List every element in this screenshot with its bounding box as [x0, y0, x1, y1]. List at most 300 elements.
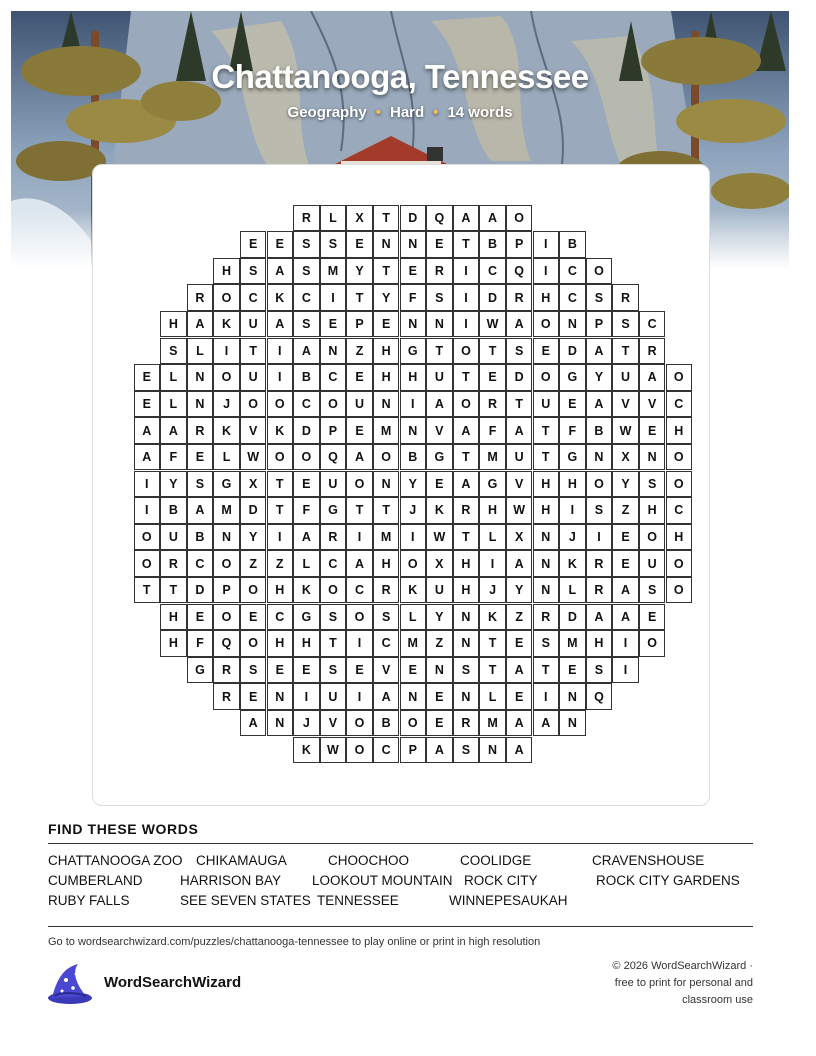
- grid-cell: E: [346, 231, 373, 258]
- word-item: SEE SEVEN STATES: [180, 893, 311, 908]
- grid-cell: R: [426, 258, 453, 285]
- difficulty-label: Hard: [389, 104, 425, 121]
- grid-cell: A: [506, 550, 533, 577]
- grid-cell: R: [320, 524, 347, 551]
- grid-cell: T: [320, 630, 347, 657]
- grid-cell: I: [400, 524, 427, 551]
- grid-cell: I: [346, 524, 373, 551]
- grid-cell: O: [213, 604, 240, 631]
- grid-cell: E: [373, 311, 400, 338]
- grid-cell: T: [346, 284, 373, 311]
- grid-cell: E: [134, 364, 161, 391]
- grid-cell: T: [453, 444, 480, 471]
- grid-cell: F: [160, 444, 187, 471]
- grid-cell: A: [586, 391, 613, 418]
- grid-cell: U: [160, 524, 187, 551]
- grid-cell: H: [666, 417, 693, 444]
- grid-cell: E: [559, 657, 586, 684]
- grid-cell: E: [320, 311, 347, 338]
- grid-cell: S: [453, 737, 480, 764]
- grid-cell: H: [160, 604, 187, 631]
- grid-cell: S: [533, 630, 560, 657]
- grid-cell: A: [346, 550, 373, 577]
- grid-cell: Q: [586, 683, 613, 710]
- grid-cell: R: [293, 205, 320, 232]
- word-list-heading: FIND THESE WORDS: [48, 821, 199, 837]
- grid-cell: O: [240, 630, 267, 657]
- grid-cell: Z: [612, 497, 639, 524]
- grid-cell: C: [639, 311, 666, 338]
- grid-cell: A: [346, 444, 373, 471]
- grid-cell: T: [426, 338, 453, 365]
- grid-cell: C: [346, 577, 373, 604]
- grid-cell: R: [213, 683, 240, 710]
- grid-cell: H: [293, 630, 320, 657]
- grid-cell: I: [533, 683, 560, 710]
- grid-cell: U: [426, 364, 453, 391]
- grid-cell: O: [240, 577, 267, 604]
- puzzle-meta: [11, 104, 789, 121]
- grid-cell: R: [160, 550, 187, 577]
- copyright-line: classroom use: [682, 994, 753, 1006]
- grid-cell: N: [453, 630, 480, 657]
- grid-cell: O: [293, 444, 320, 471]
- grid-cell: E: [612, 550, 639, 577]
- grid-cell: N: [213, 524, 240, 551]
- grid-cell: L: [160, 364, 187, 391]
- grid-cell: A: [586, 604, 613, 631]
- grid-cell: C: [267, 604, 294, 631]
- grid-cell: E: [426, 683, 453, 710]
- grid-cell: N: [267, 710, 294, 737]
- grid-cell: D: [479, 284, 506, 311]
- grid-cell: F: [479, 417, 506, 444]
- grid-cell: Y: [586, 364, 613, 391]
- grid-cell: O: [134, 524, 161, 551]
- grid-cell: C: [559, 284, 586, 311]
- word-item: LOOKOUT MOUNTAIN: [312, 873, 453, 888]
- grid-cell: T: [506, 391, 533, 418]
- grid-cell: S: [320, 604, 347, 631]
- grid-cell: T: [612, 338, 639, 365]
- grid-cell: U: [320, 683, 347, 710]
- grid-cell: Q: [426, 205, 453, 232]
- grid-cell: T: [267, 471, 294, 498]
- grid-cell: O: [666, 577, 693, 604]
- grid-cell: A: [240, 710, 267, 737]
- grid-cell: R: [453, 497, 480, 524]
- grid-cell: S: [160, 338, 187, 365]
- grid-cell: U: [426, 577, 453, 604]
- grid-cell: J: [213, 391, 240, 418]
- grid-cell: O: [373, 444, 400, 471]
- grid-cell: R: [187, 417, 214, 444]
- grid-cell: D: [559, 338, 586, 365]
- grid-cell: P: [400, 737, 427, 764]
- grid-cell: A: [134, 444, 161, 471]
- grid-cell: S: [639, 577, 666, 604]
- grid-cell: A: [479, 205, 506, 232]
- grid-cell: I: [479, 550, 506, 577]
- word-count-label: 14 words: [447, 104, 513, 121]
- grid-cell: O: [506, 205, 533, 232]
- grid-cell: K: [426, 497, 453, 524]
- grid-cell: E: [293, 657, 320, 684]
- grid-cell: N: [586, 444, 613, 471]
- grid-cell: T: [373, 497, 400, 524]
- word-item: CHATTANOOGA ZOO: [48, 853, 183, 868]
- grid-cell: S: [373, 604, 400, 631]
- grid-cell: A: [426, 737, 453, 764]
- grid-cell: S: [240, 258, 267, 285]
- grid-cell: E: [506, 683, 533, 710]
- grid-cell: M: [320, 258, 347, 285]
- grid-cell: I: [612, 657, 639, 684]
- grid-cell: H: [267, 630, 294, 657]
- grid-cell: N: [453, 683, 480, 710]
- grid-cell: Y: [506, 577, 533, 604]
- grid-cell: F: [559, 417, 586, 444]
- grid-cell: N: [559, 710, 586, 737]
- grid-cell: O: [666, 471, 693, 498]
- grid-cell: X: [506, 524, 533, 551]
- grid-cell: T: [373, 258, 400, 285]
- grid-cell: O: [346, 604, 373, 631]
- grid-cell: C: [373, 737, 400, 764]
- grid-cell: T: [533, 444, 560, 471]
- grid-cell: T: [267, 497, 294, 524]
- grid-cell: I: [400, 391, 427, 418]
- grid-cell: G: [320, 497, 347, 524]
- grid-cell: T: [373, 205, 400, 232]
- grid-cell: I: [267, 364, 294, 391]
- grid-cell: H: [373, 550, 400, 577]
- grid-cell: E: [240, 231, 267, 258]
- grid-cell: X: [240, 471, 267, 498]
- grid-cell: T: [453, 364, 480, 391]
- grid-cell: R: [612, 284, 639, 311]
- grid-cell: Y: [373, 284, 400, 311]
- grid-cell: W: [612, 417, 639, 444]
- grid-cell: G: [400, 338, 427, 365]
- grid-cell: B: [293, 364, 320, 391]
- word-item: HARRISON BAY: [180, 873, 282, 888]
- grid-cell: U: [639, 550, 666, 577]
- grid-cell: L: [479, 524, 506, 551]
- grid-cell: K: [293, 577, 320, 604]
- grid-cell: I: [453, 284, 480, 311]
- grid-cell: K: [559, 550, 586, 577]
- grid-cell: P: [506, 231, 533, 258]
- grid-cell: I: [533, 258, 560, 285]
- grid-cell: V: [240, 417, 267, 444]
- grid-cell: L: [213, 444, 240, 471]
- separator-dot: •: [433, 104, 439, 121]
- grid-cell: E: [400, 258, 427, 285]
- grid-cell: E: [400, 657, 427, 684]
- grid-cell: O: [639, 630, 666, 657]
- grid-cell: C: [666, 497, 693, 524]
- grid-cell: I: [293, 683, 320, 710]
- grid-cell: N: [373, 391, 400, 418]
- grid-cell: I: [346, 630, 373, 657]
- grid-cell: H: [639, 497, 666, 524]
- grid-cell: B: [400, 444, 427, 471]
- grid-cell: A: [506, 657, 533, 684]
- grid-cell: O: [533, 311, 560, 338]
- grid-cell: I: [213, 338, 240, 365]
- grid-cell: E: [639, 417, 666, 444]
- grid-cell: S: [506, 338, 533, 365]
- grid-cell: O: [346, 471, 373, 498]
- grid-cell: O: [320, 577, 347, 604]
- grid-cell: H: [373, 338, 400, 365]
- grid-cell: U: [346, 391, 373, 418]
- grid-cell: L: [160, 391, 187, 418]
- grid-cell: P: [213, 577, 240, 604]
- grid-cell: O: [213, 550, 240, 577]
- grid-cell: Y: [160, 471, 187, 498]
- grid-cell: A: [426, 391, 453, 418]
- grid-cell: D: [400, 205, 427, 232]
- grid-cell: C: [293, 391, 320, 418]
- grid-cell: C: [373, 630, 400, 657]
- grid-cell: D: [506, 364, 533, 391]
- category-label: Geography: [287, 104, 367, 121]
- grid-cell: A: [267, 258, 294, 285]
- grid-cell: M: [559, 630, 586, 657]
- grid-cell: W: [320, 737, 347, 764]
- grid-cell: A: [639, 364, 666, 391]
- grid-cell: B: [373, 710, 400, 737]
- grid-cell: H: [373, 364, 400, 391]
- grid-cell: M: [213, 497, 240, 524]
- wizard-hat-icon: [46, 962, 94, 1006]
- grid-cell: T: [160, 577, 187, 604]
- grid-cell: E: [612, 524, 639, 551]
- copyright-notice: [553, 958, 753, 1009]
- grid-cell: P: [346, 311, 373, 338]
- grid-cell: Y: [346, 258, 373, 285]
- grid-cell: S: [240, 657, 267, 684]
- grid-cell: N: [426, 657, 453, 684]
- grid-cell: E: [426, 231, 453, 258]
- divider: [48, 843, 753, 844]
- grid-cell: D: [293, 417, 320, 444]
- grid-cell: C: [479, 258, 506, 285]
- grid-cell: N: [187, 364, 214, 391]
- word-item: CHOOCHOO: [328, 853, 409, 868]
- grid-cell: E: [187, 604, 214, 631]
- grid-cell: T: [346, 497, 373, 524]
- grid-cell: K: [479, 604, 506, 631]
- grid-cell: Q: [213, 630, 240, 657]
- grid-cell: I: [346, 683, 373, 710]
- puzzle-url-text[interactable]: Go to wordsearchwizard.com/puzzles/chattanooga-tennessee to play online or print in high resolution: [48, 936, 541, 948]
- grid-cell: S: [293, 231, 320, 258]
- copyright-line: © 2026 WordSearchWizard ·: [612, 960, 753, 972]
- grid-cell: B: [586, 417, 613, 444]
- grid-cell: L: [187, 338, 214, 365]
- grid-cell: N: [533, 577, 560, 604]
- grid-cell: H: [160, 311, 187, 338]
- word-item: WINNEPESAUKAH: [449, 893, 568, 908]
- grid-cell: S: [426, 284, 453, 311]
- grid-cell: S: [293, 311, 320, 338]
- grid-cell: S: [320, 231, 347, 258]
- grid-cell: N: [373, 231, 400, 258]
- grid-cell: X: [346, 205, 373, 232]
- word-item: RUBY FALLS: [48, 893, 130, 908]
- grid-cell: O: [346, 737, 373, 764]
- grid-cell: N: [639, 444, 666, 471]
- grid-cell: Z: [240, 550, 267, 577]
- grid-cell: V: [612, 391, 639, 418]
- grid-cell: A: [533, 710, 560, 737]
- grid-cell: N: [400, 417, 427, 444]
- grid-cell: U: [533, 391, 560, 418]
- grid-cell: O: [213, 364, 240, 391]
- grid-cell: K: [293, 737, 320, 764]
- grid-cell: O: [453, 338, 480, 365]
- grid-cell: K: [213, 311, 240, 338]
- grid-cell: R: [479, 391, 506, 418]
- grid-cell: H: [267, 577, 294, 604]
- grid-cell: R: [586, 550, 613, 577]
- grid-cell: O: [586, 471, 613, 498]
- grid-cell: E: [479, 364, 506, 391]
- grid-cell: I: [533, 231, 560, 258]
- brand-name: WordSearchWizard: [104, 974, 242, 991]
- grid-cell: O: [346, 710, 373, 737]
- grid-cell: U: [240, 364, 267, 391]
- grid-cell: W: [479, 311, 506, 338]
- grid-cell: C: [320, 364, 347, 391]
- grid-cell: S: [612, 311, 639, 338]
- grid-cell: Y: [400, 471, 427, 498]
- grid-cell: T: [479, 630, 506, 657]
- grid-cell: S: [320, 657, 347, 684]
- grid-cell: O: [666, 364, 693, 391]
- grid-cell: R: [506, 284, 533, 311]
- grid-cell: C: [240, 284, 267, 311]
- grid-cell: K: [267, 417, 294, 444]
- copyright-line: free to print for personal and: [614, 977, 753, 989]
- grid-cell: I: [559, 497, 586, 524]
- grid-cell: U: [240, 311, 267, 338]
- grid-cell: H: [400, 364, 427, 391]
- grid-cell: T: [240, 338, 267, 365]
- grid-cell: I: [267, 338, 294, 365]
- grid-cell: G: [559, 364, 586, 391]
- grid-cell: A: [160, 417, 187, 444]
- grid-cell: E: [426, 710, 453, 737]
- grid-cell: S: [586, 657, 613, 684]
- grid-cell: R: [373, 577, 400, 604]
- grid-cell: R: [453, 710, 480, 737]
- grid-cell: O: [453, 391, 480, 418]
- grid-cell: O: [267, 444, 294, 471]
- grid-cell: N: [267, 683, 294, 710]
- grid-cell: Z: [346, 338, 373, 365]
- grid-cell: B: [479, 231, 506, 258]
- grid-cell: E: [346, 364, 373, 391]
- grid-cell: S: [187, 471, 214, 498]
- grid-cell: N: [400, 311, 427, 338]
- grid-cell: N: [400, 683, 427, 710]
- grid-cell: V: [506, 471, 533, 498]
- word-item: CRAVENSHOUSE: [592, 853, 705, 868]
- grid-cell: N: [320, 338, 347, 365]
- grid-cell: I: [267, 524, 294, 551]
- word-item: CHIKAMAUGA: [196, 853, 287, 868]
- grid-cell: C: [293, 284, 320, 311]
- grid-cell: A: [134, 417, 161, 444]
- grid-cell: N: [453, 604, 480, 631]
- grid-cell: O: [320, 391, 347, 418]
- grid-cell: G: [213, 471, 240, 498]
- grid-cell: L: [293, 550, 320, 577]
- grid-cell: G: [293, 604, 320, 631]
- grid-cell: O: [400, 550, 427, 577]
- grid-cell: I: [320, 284, 347, 311]
- grid-cell: H: [533, 497, 560, 524]
- grid-cell: O: [134, 550, 161, 577]
- grid-cell: T: [134, 577, 161, 604]
- grid-cell: I: [134, 471, 161, 498]
- grid-cell: H: [453, 550, 480, 577]
- grid-cell: A: [506, 710, 533, 737]
- grid-cell: P: [586, 311, 613, 338]
- puzzle-card: [92, 164, 710, 806]
- grid-cell: G: [426, 444, 453, 471]
- grid-cell: L: [400, 604, 427, 631]
- grid-cell: C: [320, 550, 347, 577]
- grid-cell: O: [267, 391, 294, 418]
- grid-cell: K: [400, 577, 427, 604]
- grid-cell: A: [453, 471, 480, 498]
- grid-cell: N: [533, 524, 560, 551]
- grid-cell: E: [293, 471, 320, 498]
- grid-cell: F: [187, 630, 214, 657]
- grid-cell: E: [639, 604, 666, 631]
- grid-cell: P: [320, 417, 347, 444]
- grid-cell: H: [559, 471, 586, 498]
- grid-cell: A: [506, 737, 533, 764]
- grid-cell: E: [240, 683, 267, 710]
- grid-cell: A: [187, 497, 214, 524]
- grid-cell: O: [586, 258, 613, 285]
- grid-cell: F: [400, 284, 427, 311]
- grid-cell: L: [559, 577, 586, 604]
- grid-cell: V: [426, 417, 453, 444]
- grid-cell: N: [373, 471, 400, 498]
- grid-cell: J: [479, 577, 506, 604]
- grid-cell: R: [187, 284, 214, 311]
- grid-cell: S: [586, 497, 613, 524]
- grid-cell: H: [666, 524, 693, 551]
- grid-cell: O: [213, 284, 240, 311]
- grid-cell: M: [479, 444, 506, 471]
- grid-cell: O: [666, 444, 693, 471]
- grid-cell: O: [666, 550, 693, 577]
- grid-cell: D: [187, 577, 214, 604]
- grid-cell: Z: [506, 604, 533, 631]
- grid-cell: T: [479, 657, 506, 684]
- grid-cell: S: [293, 258, 320, 285]
- grid-cell: W: [426, 524, 453, 551]
- grid-cell: C: [559, 258, 586, 285]
